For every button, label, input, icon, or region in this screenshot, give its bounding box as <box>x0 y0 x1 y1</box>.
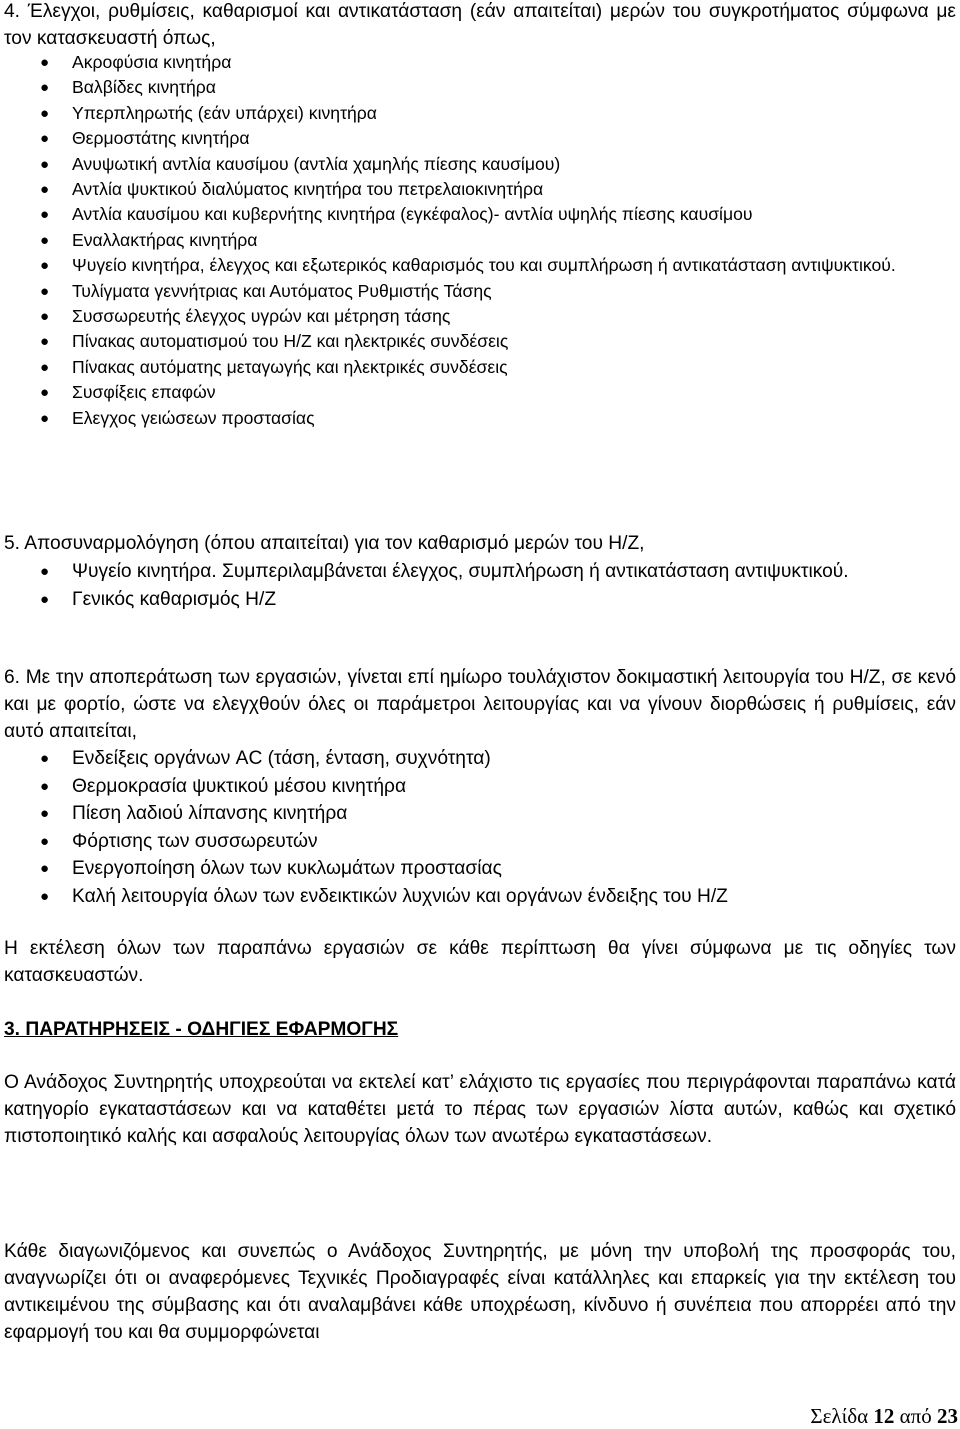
bullet-icon: ● <box>40 358 50 376</box>
section-6-number: 6. <box>4 667 21 688</box>
list-item-text: Φόρτισης των συσσωρευτών <box>72 830 318 852</box>
bullet-icon: ● <box>40 181 50 199</box>
list-item <box>0 126 956 151</box>
section-4-number: 4. <box>4 1 21 22</box>
list-item-text: Θερμοκρασία ψυκτικού μέσου κινητήρα <box>72 775 407 797</box>
section-5-text: Αποσυναρμολόγηση (όπου απαιτείται) για τον καθαρισμό μερών του Η/Ζ, <box>24 533 645 554</box>
list-item-text: Πίνακας αυτόματης μεταγωγής και ηλεκτρικές συνδέσεις <box>72 356 508 377</box>
bullet-icon: ● <box>40 155 50 173</box>
footer-label: Σελίδα <box>810 1404 869 1428</box>
bullet-icon: ● <box>40 887 50 905</box>
bullet-icon: ● <box>40 333 50 351</box>
page-footer <box>810 1404 958 1429</box>
list-item-text: Εναλλακτήρας κινητήρα <box>72 229 258 250</box>
bullet-icon: ● <box>40 282 50 300</box>
bullet-icon: ● <box>40 563 50 580</box>
list-item-text: Αντλία ψυκτικού διαλύματος κινητήρα του πετρελαιοκινητήρα <box>72 179 544 200</box>
bullet-icon: ● <box>40 231 50 249</box>
section-3-heading: 3. ΠΑΡΑΤΗΡΗΣΕΙΣ - ΟΔΗΓΙΕΣ ΕΦΑΡΜΟΓΗΣ <box>4 1019 399 1040</box>
list-item <box>0 177 956 202</box>
bullet-icon: ● <box>40 104 50 122</box>
footer-page-number: 12 <box>873 1404 895 1428</box>
list-item <box>0 558 956 586</box>
list-item-text: Ψυγείο κινητήρα, έλεγχος και εξωτερικός καθαρισμός του και συμπλήρωση ή αντικατάσταση αντιψυκτικού. <box>72 255 896 276</box>
list-item <box>0 228 956 253</box>
list-item <box>0 800 956 828</box>
list-item <box>0 152 956 177</box>
list-item-text: Πίεση λαδιού λίπανσης κινητήρα <box>72 803 348 825</box>
bullet-icon: ● <box>40 54 50 71</box>
list-item-text: Τυλίγματα γεννήτριας και Αυτόματος Ρυθμιστής Τάσης <box>72 280 492 301</box>
bullet-icon: ● <box>40 384 50 402</box>
list-item-text: Συσσωρευτής έλεγχος υγρών και μέτρηση τάσης <box>72 306 451 327</box>
footer-total-pages: 23 <box>937 1404 958 1428</box>
section-6-list <box>0 745 956 911</box>
section-6-text: Με την αποπεράτωση των εργασιών, γίνεται επί ημίωρο τουλάχιστον δοκιμαστική λειτουργία του Η/Ζ, σε κενό και με φορτίο, ώστε να ελεγχθούν όλες οι παράμετροι λειτουργίας και να γίνουν διορθώσεις ή ρυθμίσεις, εάν αυτό απαιτείται, <box>4 667 956 742</box>
bullet-icon: ● <box>40 308 50 326</box>
bullet-icon: ● <box>40 750 50 767</box>
list-item-text: Ανυψωτική αντλία καυσίμου (αντλία χαμηλής πίεσης καυσίμου) <box>72 153 561 174</box>
obligations-paragraph: Ο Ανάδοχος Συντηρητής υποχρεούται να εκτελεί κατ’ ελάχιστο τις εργασίες που περιγράφονται παραπάνω κατά κατηγορίο εγκαταστάσεων και να καταθέτει μετά το πέρας των εργασιών λίστα αυτών, καθώς και σχετικό πιστοποιητικό καλής και ασφαλούς λειτουργίας όλων των ανωτέρω εγκαταστάσεων. <box>4 1072 956 1147</box>
list-item <box>0 329 956 354</box>
list-item-text: Υπερπληρωτής (εάν υπάρχει) κινητήρα <box>72 102 377 123</box>
section-6-intro <box>4 664 956 745</box>
list-item <box>0 883 956 911</box>
bullet-icon: ● <box>40 409 50 427</box>
section-5-list <box>0 558 956 613</box>
list-item-text: Αντλία καυσίμου και κυβερνήτης κινητήρα (εγκέφαλος)- αντλία υψηλής πίεσης καυσίμου <box>72 204 753 225</box>
list-item <box>0 355 956 380</box>
bullet-icon: ● <box>40 206 50 224</box>
list-item <box>0 202 956 227</box>
footer-of: από <box>899 1404 932 1428</box>
list-item <box>0 101 956 126</box>
list-item <box>0 586 956 614</box>
bullet-icon: ● <box>40 130 50 148</box>
section-4-list <box>0 50 956 431</box>
list-item-text: Καλή λειτουργία όλων των ενδεικτικών λυχνιών και οργάνων ένδειξης του Η/Ζ <box>72 885 728 907</box>
list-item-text: Ψυγείο κινητήρα. Συμπεριλαμβάνεται έλεγχος, συμπλήρωση ή αντικατάσταση αντιψυκτικού. <box>72 561 849 582</box>
list-item <box>0 855 956 883</box>
bullet-icon: ● <box>40 805 50 823</box>
list-item <box>0 279 956 304</box>
list-item-text: Πίνακας αυτοματισμού του Η/Ζ και ηλεκτρικές συνδέσεις <box>72 331 509 352</box>
list-item <box>0 75 956 100</box>
list-item-text: Ενδείξεις οργάνων AC (τάση, ένταση, συχνότητα) <box>72 748 491 769</box>
list-item <box>0 253 956 278</box>
list-item <box>0 380 956 405</box>
list-item <box>0 828 956 856</box>
list-item <box>0 50 956 75</box>
list-item <box>0 773 956 801</box>
section-4-intro <box>4 0 956 52</box>
bullet-icon: ● <box>40 79 50 97</box>
list-item-text: Βαλβίδες κινητήρα <box>72 77 216 98</box>
list-item <box>0 304 956 329</box>
list-item-text: Ελεγχος γειώσεων προστασίας <box>72 407 315 428</box>
acceptance-paragraph: Κάθε διαγωνιζόμενος και συνεπώς ο Ανάδοχος Συντηρητής, με μόνη την υποβολή της προσφοράς του, αναγνωρίζει ότι οι αναφερόμενες Τεχνικές Προδιαγραφές είναι κατάλληλες και επαρκείς για την εκτέλεση του αντικειμένου της σύμβασης και ότι αναλαμβάνει κάθε υποχρέωση, κίνδυνο ή συνέπεια που απορρέει από την εφαρμογή του και θα συμμορφώνεται <box>4 1241 956 1343</box>
list-item-text: Θερμοστάτης κινητήρα <box>72 128 250 149</box>
section-4-text: Έλεγχοι, ρυθμίσεις, καθαρισμοί και αντικατάσταση (εάν απαιτείται) μερών του συγκροτήματος σύμφωνα με τον κατασκευαστή όπως, <box>4 1 956 49</box>
bullet-icon: ● <box>40 257 50 275</box>
bullet-icon: ● <box>40 590 50 608</box>
list-item <box>0 745 956 773</box>
section-5-intro <box>4 530 956 557</box>
bullet-icon: ● <box>40 860 50 878</box>
section-5-number: 5. <box>4 533 21 554</box>
list-item-text: Ενεργοποίηση όλων των κυκλωμάτων προστασίας <box>72 858 502 880</box>
list-item-text: Ακροφύσια κινητήρα <box>72 52 232 72</box>
bullet-icon: ● <box>40 777 50 795</box>
list-item-text: Γενικός καθαρισμός Η/Ζ <box>72 588 277 610</box>
bullet-icon: ● <box>40 832 50 850</box>
note-paragraph: Η εκτέλεση όλων των παραπάνω εργασιών σε κάθε περίπτωση θα γίνει σύμφωνα με τις οδηγίες των κατασκευαστών. <box>4 938 956 986</box>
list-item <box>0 406 956 431</box>
list-item-text: Συσφίξεις επαφών <box>72 382 216 403</box>
